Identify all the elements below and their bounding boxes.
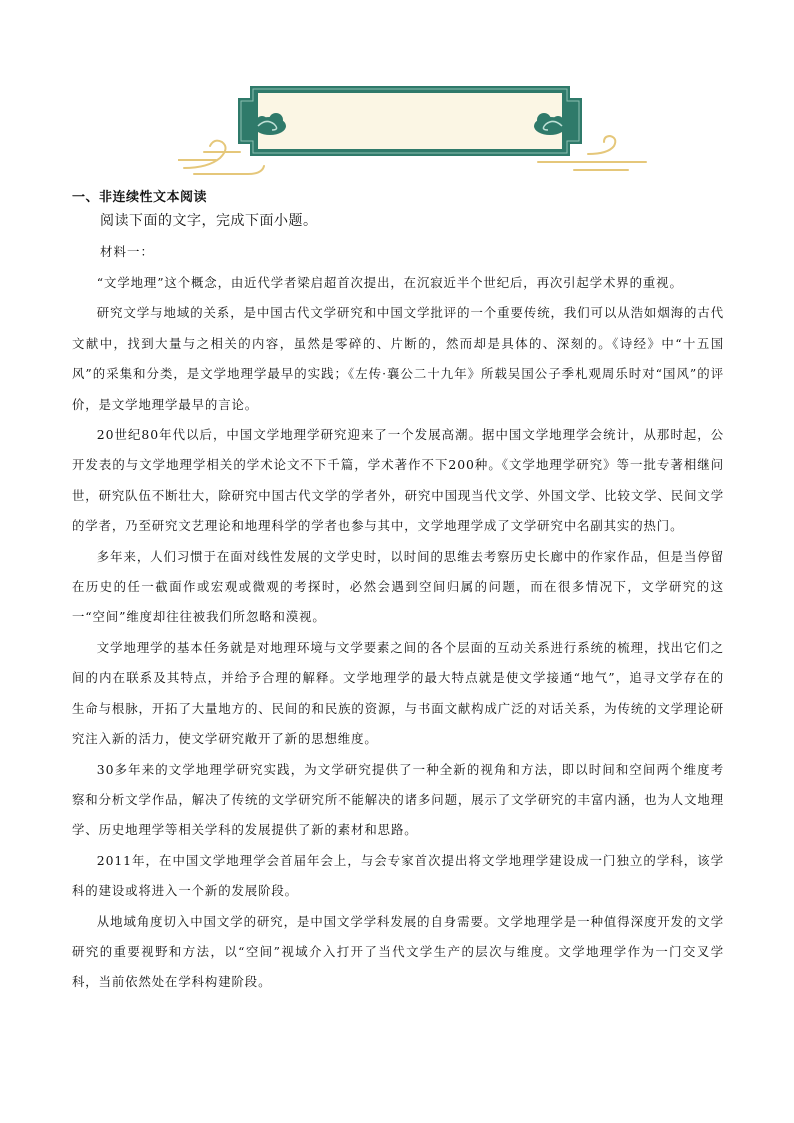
paragraph: 从地域角度切入中国文学的研究，是中国文学学科发展的自身需要。文学地理学是一种值得深度开发的文学研究的重要视野和方法，以“空间”视域介入打开了当代文学生产的层次与维度。文学地理学作为一门交叉学科，当前依然处在学科构建阶段。 <box>72 913 724 990</box>
paragraph: 多年来，人们习惯于在面对线性发展的文学史时，以时间的思维去考察历史长廊中的作家作品，但是当停留在历史的任一截面作或宏观或微观的考探时，必然会遇到空间归属的问题，而在很多情况下，文学研究的这一“空间”维度却往往被我们所忽略和漠视。 <box>72 548 724 625</box>
paragraph: 20世纪80年代以后，中国文学地理学研究迎来了一个发展高潮。据中国文学地理学会统计，从那时起，公开发表的与文学地理学相关的学术论文不下千篇，学术著作不下200种。《文学地理学研究》等一批专著相继问世，研究队伍不断壮大，除研究中国古代文学的学者外，研究中国现当代文学、外国文学、比较文学、民间文学的学者，乃至研究文艺理论和地理科学的学者也参与其中，文学地理学成了文学研究中名副其实的热门。 <box>72 427 724 534</box>
reading-instruction: 阅读下面的文字，完成下面小题。 <box>100 213 318 229</box>
paragraph: 研究文学与地域的关系，是中国古代文学研究和中国文学批评的一个重要传统，我们可以从浩如烟海的古代文献中，找到大量与之相关的内容，虽然是零碎的、片断的，然而却是具体的、深刻的。《诗经》中“十五国风”的采集和分类，是文学地理学最早的实践；《左传·襄公二十九年》所载吴国公子季札观周乐时对“国风”的评价，是文学地理学最早的言论。 <box>72 305 724 412</box>
paragraph: 2011年，在中国文学地理学会首届年会上，与会专家首次提出将文学地理学建设成一门独立的学科，该学科的建设或将进入一个新的发展阶段。 <box>72 852 724 899</box>
material-label: 材料一： <box>100 244 155 259</box>
paragraph: “文学地理”这个概念，由近代学者梁启超首次提出，在沉寂近半个世纪后，再次引起学术界的重视。 <box>96 275 683 290</box>
section-heading: 一、非连续性文本阅读 <box>72 190 208 205</box>
paragraph: 文学地理学的基本任务就是对地理环境与文学要素之间的各个层面的互动关系进行系统的梳理，找出它们之间的内在联系及其特点，并给予合理的解释。文学地理学的最大特点就是使文学接通“地气”，追寻文学存在的生命与根脉，开拓了大量地方的、民间的和民族的资源，与书面文献构成广泛的对话关系，为传统的文学理论研究注入新的活力，使文学研究敞开了新的思想维度。 <box>72 639 724 747</box>
article-body <box>72 268 724 998</box>
banner-panel <box>258 93 562 149</box>
title-banner <box>178 80 648 180</box>
paragraph: 30多年来的文学地理学研究实践，为文学研究提供了一种全新的视角和方法，即以时间和空间两个维度考察和分析文学作品，解决了传统的文学研究所不能解决的诸多问题，展示了文学研究的丰富内涵，也为人文地理学、历史地理学等相关学科的发展提供了新的素材和思路。 <box>72 761 724 838</box>
